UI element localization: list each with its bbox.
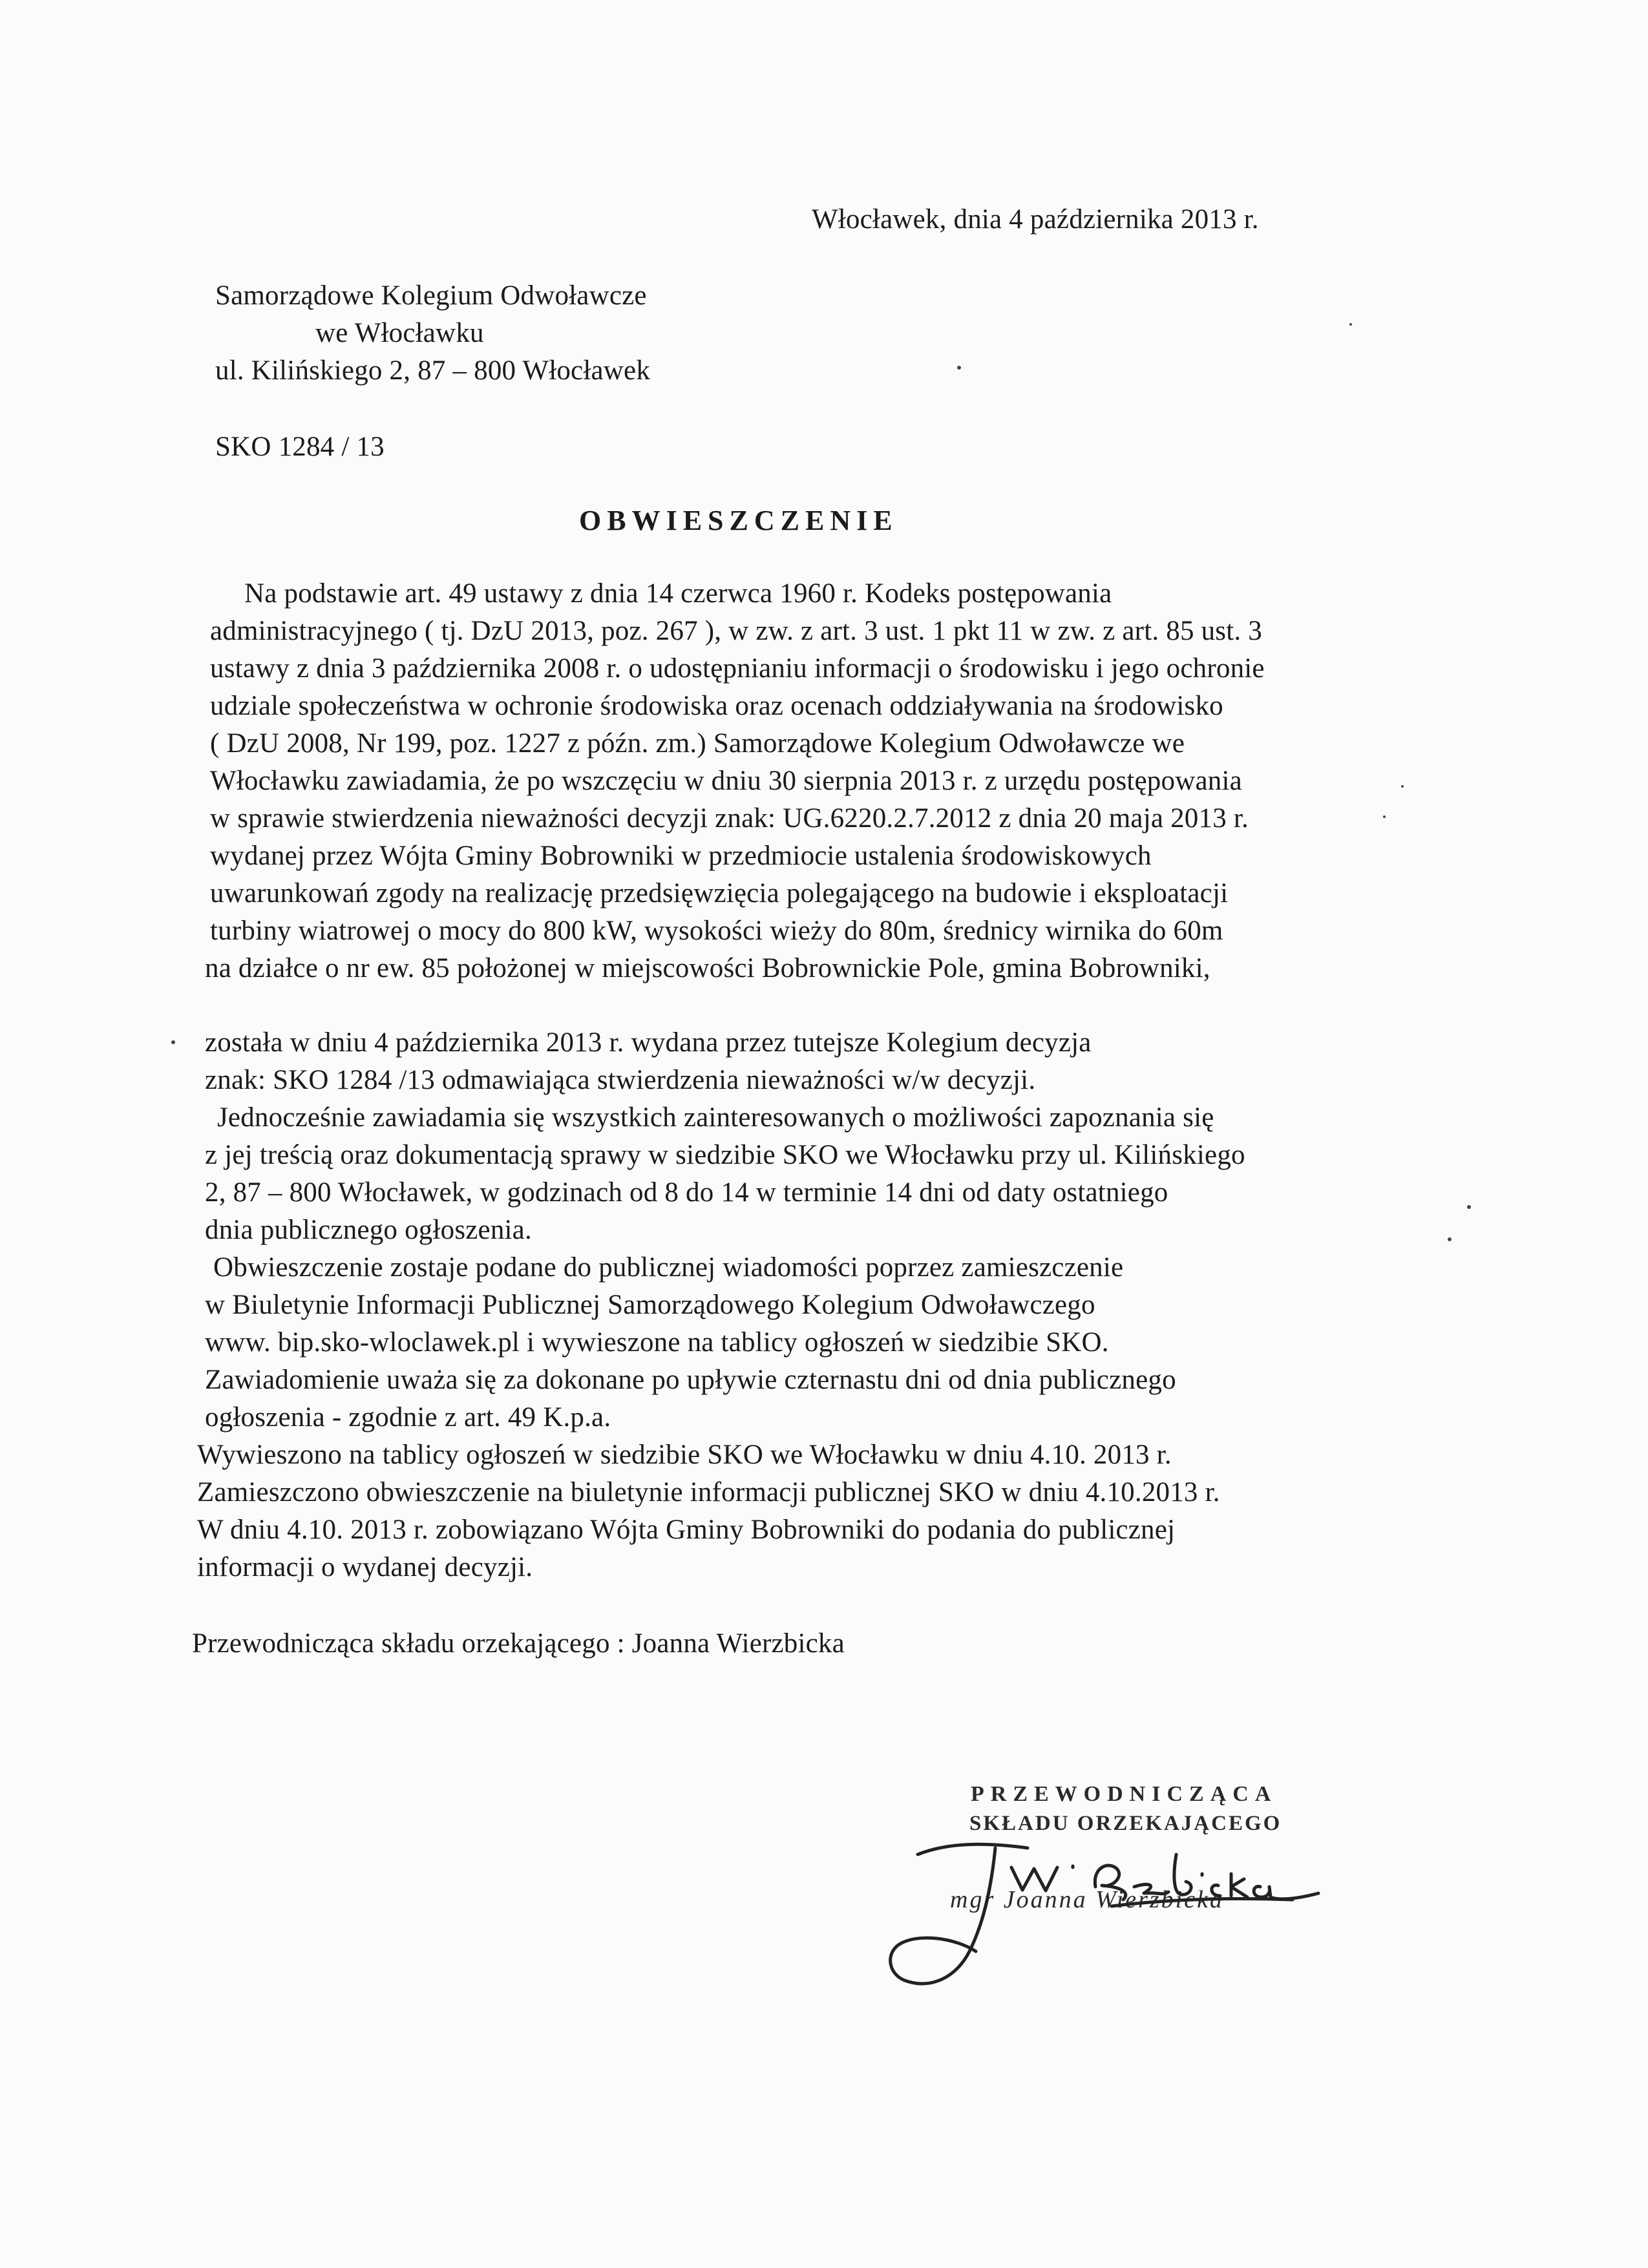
stamp-name: mgr Joanna Wierzbicka bbox=[950, 1886, 1224, 1913]
stamp-title: PRZEWODNICZĄCA bbox=[971, 1782, 1278, 1806]
addressee-line-1: Samorządowe Kolegium Odwoławcze bbox=[215, 280, 647, 311]
body-line: została w dniu 4 października 2013 r. wydana przez tutejsze Kolegium decyzja bbox=[205, 1027, 1092, 1058]
body-line: www. bip.sko-wloclawek.pl i wywieszone na tablicy ogłoszeń w siedzibie SKO. bbox=[205, 1327, 1109, 1358]
body-line: 2, 87 – 800 Włocławek, w godzinach od 8 do 14 w terminie 14 dni od daty ostatniego bbox=[205, 1177, 1168, 1208]
body-line: ( DzU 2008, Nr 199, poz. 1227 z późn. zm.) Samorządowe Kolegium Odwoławcze we bbox=[210, 728, 1185, 759]
scan-speck bbox=[1383, 815, 1386, 818]
body-line: dnia publicznego ogłoszenia. bbox=[205, 1215, 532, 1245]
addressee-line-3: ul. Kilińskiego 2, 87 – 800 Włocławek bbox=[215, 355, 651, 386]
body-line: w sprawie stwierdzenia nieważności decyzji znak: UG.6220.2.7.2012 z dnia 20 maja 2013 r. bbox=[210, 803, 1249, 834]
chair-line: Przewodnicząca składu orzekającego : Joanna Wierzbicka bbox=[192, 1628, 845, 1659]
body-line: na działce o nr ew. 85 położonej w miejscowości Bobrownickie Pole, gmina Bobrowniki, bbox=[205, 953, 1210, 983]
body-line: administracyjnego ( tj. DzU 2013, poz. 267 ), w zw. z art. 3 ust. 1 pkt 11 w zw. z art. 85 ust. 3 bbox=[210, 616, 1262, 646]
body-line: ogłoszenia - zgodnie z art. 49 K.p.a. bbox=[205, 1402, 611, 1433]
body-line: W dniu 4.10. 2013 r. zobowiązano Wójta Gminy Bobrowniki do podania do publicznej bbox=[197, 1515, 1176, 1545]
body-line: Wywieszono na tablicy ogłoszeń w siedzibie SKO we Włocławku w dniu 4.10. 2013 r. bbox=[197, 1440, 1172, 1470]
body-line: uwarunkowań zgody na realizację przedsięwzięcia polegającego na budowie i eksploatacji bbox=[210, 878, 1229, 908]
scan-speck bbox=[957, 366, 961, 370]
stamp-subtitle: SKŁADU ORZEKAJĄCEGO bbox=[969, 1812, 1282, 1835]
reference-number: SKO 1284 / 13 bbox=[215, 432, 385, 462]
body-line: Zawiadomienie uważa się za dokonane po upływie czternastu dni od dnia publicznego bbox=[205, 1365, 1176, 1395]
scan-speck bbox=[1401, 785, 1404, 788]
body-line: w Biuletynie Informacji Publicznej Samorządowego Kolegium Odwoławczego bbox=[205, 1290, 1095, 1320]
scan-speck bbox=[1448, 1237, 1452, 1241]
body-line: wydanej przez Wójta Gminy Bobrowniki w przedmiocie ustalenia środowiskowych bbox=[210, 841, 1152, 871]
body-line: Włocławku zawiadamia, że po wszczęciu w dniu 30 sierpnia 2013 r. z urzędu postępowania bbox=[210, 766, 1242, 796]
date-line: Włocławek, dnia 4 października 2013 r. bbox=[812, 204, 1259, 235]
scan-speck bbox=[171, 1040, 175, 1044]
body-line: ustawy z dnia 3 października 2008 r. o udostępnianiu informacji o środowisku i jego ochronie bbox=[210, 653, 1265, 684]
scan-speck bbox=[1467, 1205, 1471, 1209]
document-title: OBWIESZCZENIE bbox=[579, 505, 898, 536]
body-line: informacji o wydanej decyzji. bbox=[197, 1552, 533, 1582]
body-line: Obwieszczenie zostaje podane do publicznej wiadomości poprzez zamieszczenie bbox=[213, 1252, 1124, 1283]
handwritten-signature bbox=[879, 1829, 1344, 2010]
body-line: Zamieszczono obwieszczenie na biuletynie informacji publicznej SKO w dniu 4.10.2013 r. bbox=[197, 1477, 1220, 1507]
scan-speck bbox=[1349, 323, 1352, 326]
body-line: udziale społeczeństwa w ochronie środowiska oraz ocenach oddziaływania na środowisko bbox=[210, 691, 1223, 721]
body-line: turbiny wiatrowej o mocy do 800 kW, wysokości wieży do 80m, średnicy wirnika do 60m bbox=[210, 916, 1223, 946]
body-line: Na podstawie art. 49 ustawy z dnia 14 czerwca 1960 r. Kodeks postępowania bbox=[244, 578, 1112, 609]
body-line: Jednocześnie zawiadamia się wszystkich zainteresowanych o możliwości zapoznania się bbox=[217, 1102, 1214, 1133]
body-line: z jej treścią oraz dokumentacją sprawy w siedzibie SKO we Włocławku przy ul. Kilińskiego bbox=[205, 1140, 1245, 1170]
body-line: znak: SKO 1284 /13 odmawiająca stwierdzenia nieważności w/w decyzji. bbox=[205, 1065, 1036, 1095]
addressee-line-2: we Włocławku bbox=[315, 318, 484, 348]
